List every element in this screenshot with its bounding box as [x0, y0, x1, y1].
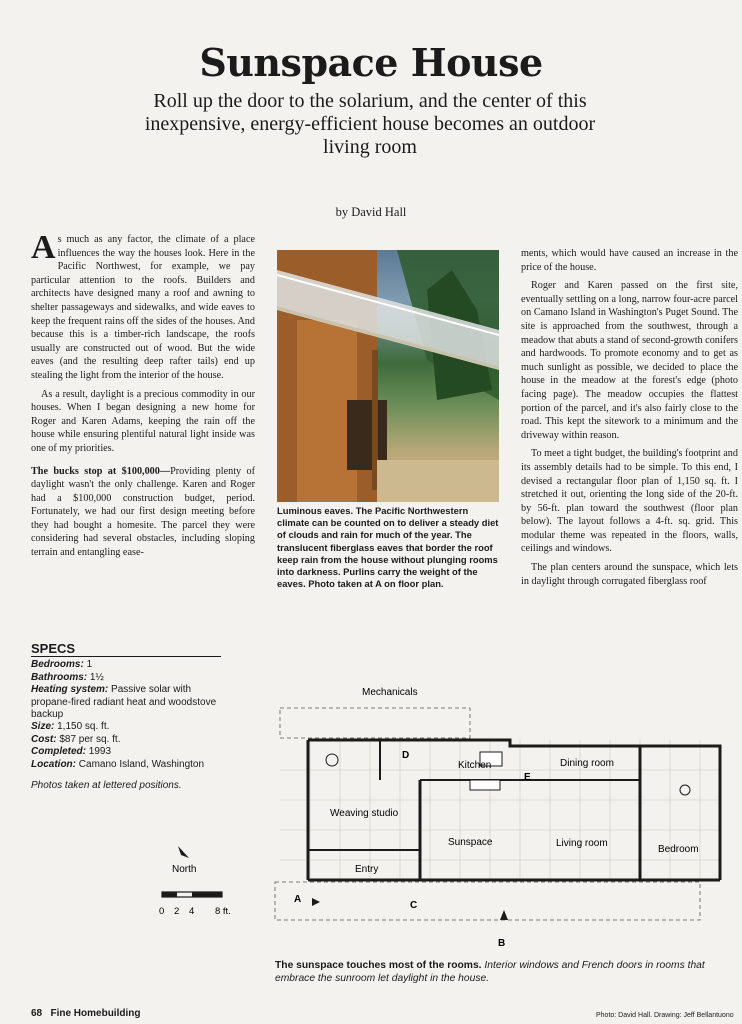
article-title: Sunspace House [199, 40, 543, 85]
spec-row: Location: Camano Island, Washington [31, 758, 205, 770]
article-subtitle: Roll up the door to the solarium, and the center of this inexpensive, energy-efficient house becomes an outdoor living room [144, 90, 596, 158]
byline: by David Hall [335, 205, 407, 219]
col3-paragraph-1: ments, which would have caused an increase in the price of the house. [521, 248, 738, 273]
plan-label-mechanicals: Mechanicals [362, 687, 418, 698]
plan-caption-runin: The sunspace touches most of the rooms. [275, 960, 482, 971]
col3-paragraph-4: The plan centers around the sunspace, which lets in daylight through corrugated fiberglass roof [521, 562, 738, 587]
caption-text: The Pacific Northwestern climate can be counted on to deliver a steady diet of clouds and rain for much of the year. The translucent fiberglass eaves that border the roof keep rain from the house without plunging rooms into darkness. Purlins carry the weight of the eaves. Photo taken at A on floor plan. [277, 505, 499, 590]
plan-label-weaving: Weaving studio [330, 808, 399, 819]
spec-row: Bathrooms: 1½ [31, 671, 104, 683]
kitchen-counter-icon [470, 780, 500, 790]
plan-caption [275, 960, 725, 985]
spec-row: Bedrooms: 1 [31, 659, 93, 671]
floor-plan [260, 680, 730, 955]
photos-note: Photos taken at lettered positions. [31, 780, 182, 791]
toilet-icon [326, 754, 338, 766]
scale-8: 8 ft. [215, 906, 231, 917]
plan-marker-a: A [294, 894, 302, 905]
plan-label-kitchen: Kitchen [458, 760, 492, 771]
scale-2: 2 [174, 906, 180, 917]
arrow-a-icon [312, 898, 320, 906]
plan-caption-text: Interior windows and French doors in rooms that embrace the sunroom let daylight in the house. [275, 960, 705, 984]
specs-heading: SPECS [31, 643, 221, 657]
plan-marker-d: D [402, 750, 410, 761]
scale-bar [162, 892, 222, 897]
sink-icon [680, 785, 690, 795]
plan-label-dining: Dining room [560, 758, 614, 769]
section-runin: The bucks stop at $100,000— [31, 465, 171, 477]
page-number: 68 [31, 1008, 43, 1019]
plan-label-sunspace: Sunspace [448, 837, 493, 848]
photo-credit: Photo: David Hall. Drawing: Jeff Bellantuono [596, 1012, 734, 1019]
folio [31, 1008, 140, 1019]
north-label: North [172, 864, 197, 875]
drop-cap: A [31, 229, 56, 266]
plan-marker-e: E [524, 772, 531, 783]
caption-runin: Luminous eaves. [277, 505, 354, 516]
paragraph-1-text: s much as any factor, the climate of a place influences the way the houses look. Here in the Pacific Northwest, for example, we pay particular attention to the roofs. Builders and architects have designed many a roof and awning to shelter passageways and sidewalks, and wide eaves to keep the frequent rains off the sides of the houses. And because this is a timber-rich landscape, the roofs usually are constructed out of wood. But the wide eaves (and the resulting deep rafter tails) end up stealing the light from the interior of the house. [31, 234, 255, 381]
plan-label-bedroom: Bedroom [658, 844, 699, 855]
north-arrow-icon [178, 846, 189, 858]
arrow-b-icon [500, 910, 508, 920]
plan-marker-b: B [498, 938, 506, 949]
paragraph-3-text: Providing plenty of daylight wasn't the only challenge. Karen and Roger had a $100,000 construction budget, period. Fortunately, we had our first design meeting before they had bought a homesite. The parcel they were considering had several obstacles, including sloping terrain and entangling ease- [31, 465, 255, 559]
spec-row: Cost: $87 per sq. ft. [31, 733, 121, 745]
plan-label-entry: Entry [355, 864, 379, 875]
plan-label-living: Living room [556, 838, 608, 849]
col3-paragraph-3: To meet a tight budget, the building's footprint and its assembly details had to be simple. To this end, I devised a rectangular floor plan of 1,150 sq. ft. I stretched it out, orienting the long side of the 20-ft. by 56-ft. plan toward the southwest (floor plan below). The layout follows a 4-ft. sq. grid. This modular theme was repeated in the floors, walls, ceilings and windows. [521, 448, 738, 555]
plan-marker-c: C [410, 900, 418, 911]
scale-0: 0 [159, 906, 165, 917]
scale-4: 4 [189, 906, 195, 917]
spec-row: Completed: 1993 [31, 746, 112, 758]
spec-row: Heating system: Passive solar with propane-fired radiant heat and woodstove backup [31, 684, 217, 721]
magazine-name: Fine Homebuilding [50, 1008, 141, 1019]
paragraph-2: As a result, daylight is a precious commodity in our houses. When I began designing a new home for Roger and Karen Adams, keeping the rain off the house while ensuring plentiful natural light inside was one of my priorities. [31, 388, 255, 454]
col3-paragraph-2: Roger and Karen passed on the first site, eventually settling on a long, narrow four-acre parcel on Camano Island in Washington's Puget Sound. The site is approached from the southwest, through a meadow that abuts a stand of second-growth conifers and hardwoods. To promote economy and to get as much sunlight as possible, we decided to place the house in the meadow at the forest's edge (photo facing page). The meadow occupies the flattest portion of the parcel, and it's also fairly close to the road. This kept the sitework to a minimum and the driveway within reason. [521, 280, 738, 441]
spec-row: Size: 1,150 sq. ft. [31, 721, 110, 733]
